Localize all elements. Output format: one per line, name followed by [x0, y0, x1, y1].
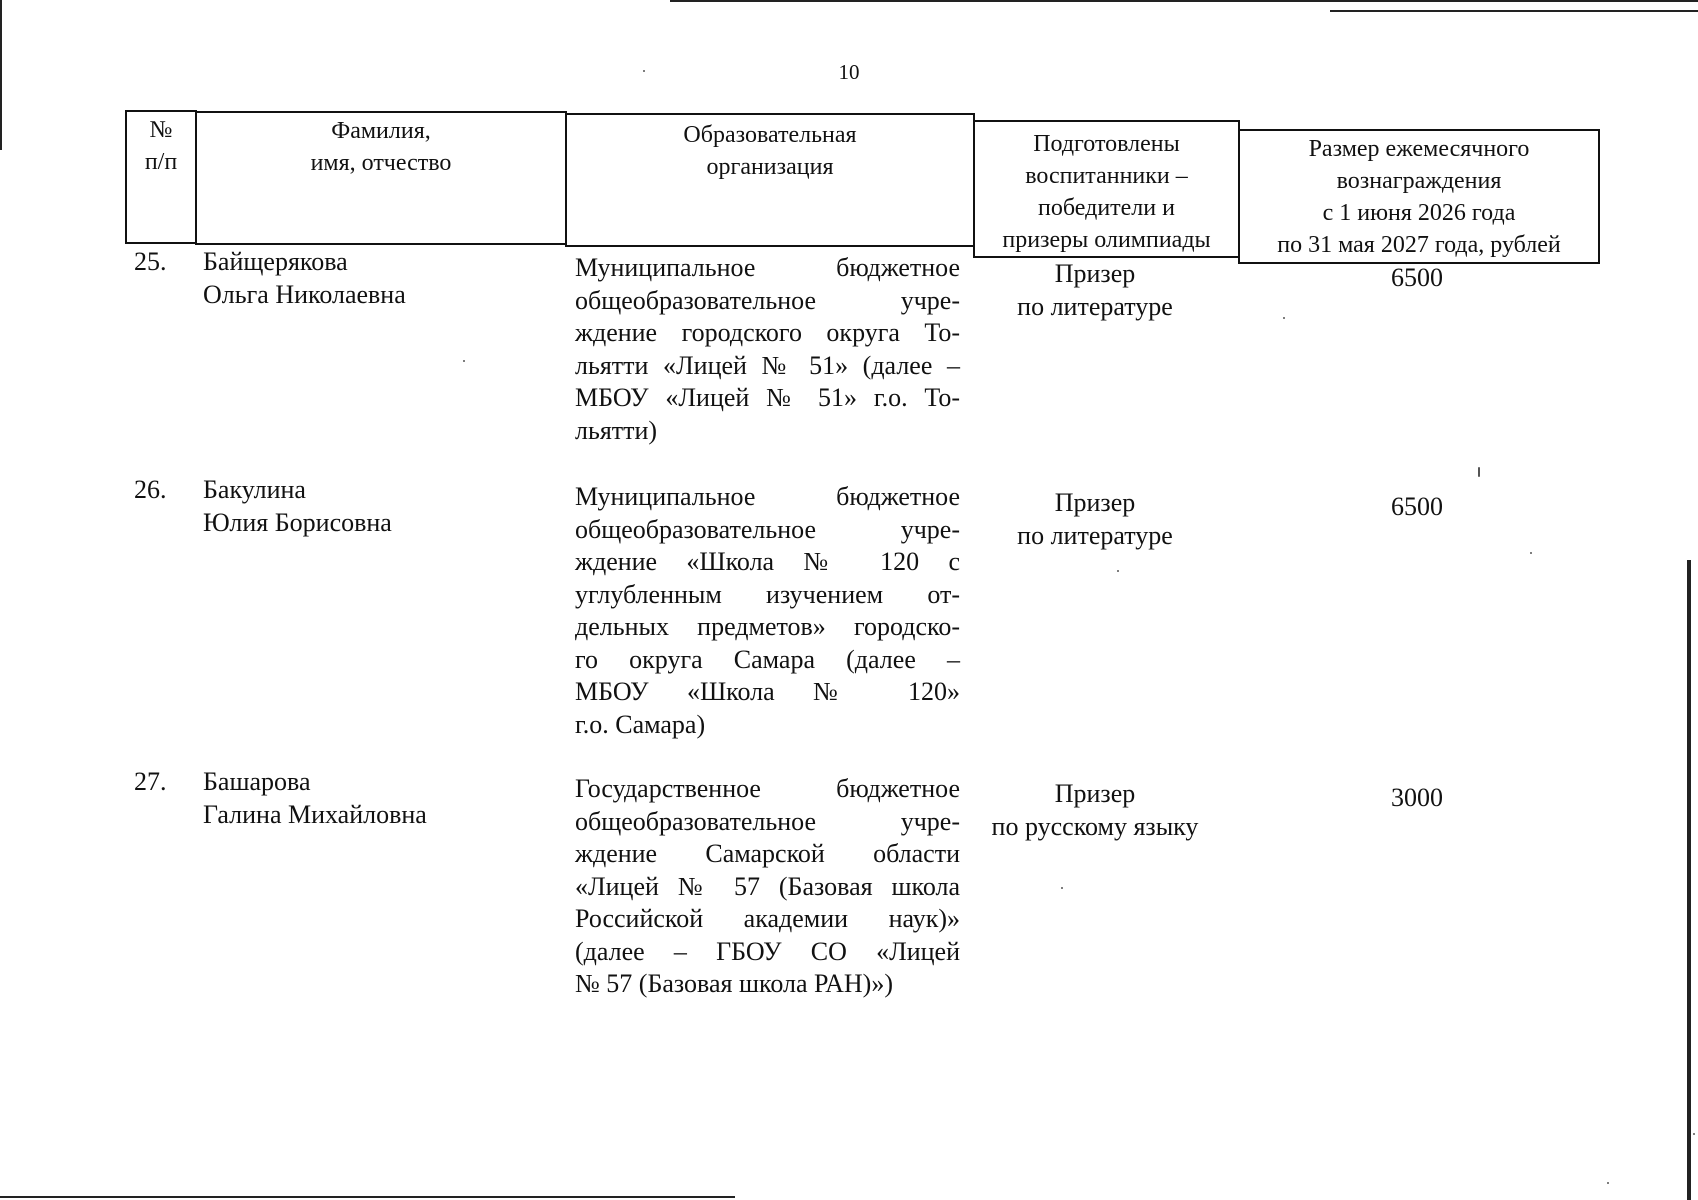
org-line: (далее – ГБОУ СО «Лицей	[575, 936, 960, 966]
org-line: ждение «Школа № 120 с	[575, 547, 960, 576]
given-names: Юлия Борисовна	[203, 507, 392, 537]
award	[975, 258, 1215, 323]
header-cell-award	[973, 120, 1240, 258]
org-line: Российской академии наук)»	[575, 904, 960, 933]
award-subject: по русскому языку	[991, 811, 1199, 841]
person-name	[203, 766, 563, 831]
monthly-amount: 6500	[1391, 492, 1443, 521]
organization	[575, 252, 960, 447]
award	[975, 778, 1215, 843]
header-award-line-4: призеры олимпиады	[1002, 227, 1211, 253]
scan-speck	[1530, 552, 1532, 554]
award	[975, 487, 1215, 552]
header-name-line-2: имя, отчество	[310, 150, 452, 176]
organization	[575, 773, 960, 1001]
org-line: льятти)	[575, 415, 658, 445]
header-cell-name	[195, 111, 567, 245]
scan-speck	[1607, 1182, 1609, 1184]
award-status: Призер	[1054, 488, 1136, 517]
person-name	[203, 474, 563, 539]
award-subject: по литературе	[1017, 520, 1173, 550]
header-num-line-2: п/п	[144, 149, 178, 175]
org-line: № 57 (Базовая школа РАН)»)	[575, 969, 893, 998]
award-subject: по литературе	[1017, 291, 1173, 321]
scan-edge-right	[1687, 560, 1691, 1200]
org-line: общеобразовательное учре-	[575, 514, 960, 544]
org-line: дельных предметов» городско-	[575, 612, 960, 641]
header-cell-num	[125, 110, 197, 244]
org-line: Муниципальное бюджетное	[575, 482, 960, 511]
org-line: Государственное бюджетное	[575, 774, 960, 803]
scan-speck	[1061, 887, 1063, 889]
header-org-line-1: Образовательная	[683, 122, 857, 148]
org-line: углубленным изучением от-	[575, 579, 960, 609]
person-name	[203, 246, 563, 311]
org-line: МБОУ «Школа № 120»	[575, 677, 960, 706]
header-name-line-1: Фамилия,	[331, 118, 431, 144]
header-cell-org	[565, 113, 975, 247]
org-line: ждение городского округа То-	[575, 318, 960, 347]
header-num-line-1: №	[149, 117, 173, 143]
given-names: Ольга Николаевна	[203, 279, 406, 309]
header-award-line-1: Подготовлены	[1033, 131, 1180, 157]
scan-edge-bottom	[0, 1196, 735, 1198]
given-names: Галина Михайловна	[203, 799, 427, 829]
scan-speck	[1117, 570, 1119, 572]
page-number: 10	[838, 60, 860, 84]
org-line: Муниципальное бюджетное	[575, 253, 960, 282]
organization	[575, 481, 960, 741]
header-cell-amount	[1238, 129, 1600, 264]
row-number: 27.	[134, 767, 167, 796]
surname: Бакулина	[203, 475, 306, 504]
scan-speck	[463, 360, 465, 362]
org-line: общеобразовательное учре-	[575, 806, 960, 836]
surname: Байщерякова	[203, 247, 348, 276]
org-line: г.о. Самара)	[575, 709, 706, 739]
org-line: МБОУ «Лицей № 51» г.о. То-	[575, 383, 960, 412]
header-amount-line-1: Размер ежемесячного	[1308, 136, 1530, 162]
org-line: льятти «Лицей № 51» (далее –	[575, 350, 960, 380]
row-number: 25.	[134, 247, 167, 276]
monthly-amount: 3000	[1391, 783, 1443, 812]
scan-edge-top	[670, 0, 1698, 2]
surname: Башарова	[203, 767, 311, 796]
header-award-line-2: воспитанники –	[1025, 163, 1188, 189]
row-number: 26.	[134, 475, 167, 504]
org-line: «Лицей № 57 (Базовая школа	[575, 871, 960, 901]
header-amount-line-2: вознаграждения	[1336, 168, 1502, 194]
header-amount-line-4: по 31 мая 2027 года, рублей	[1277, 232, 1561, 258]
org-line: общеобразовательное учре-	[575, 285, 960, 315]
header-award-line-3: победители и	[1038, 195, 1175, 221]
award-status: Призер	[1054, 779, 1136, 808]
header-org-line-2: организация	[706, 154, 834, 180]
monthly-amount: 6500	[1391, 263, 1443, 292]
scan-speck	[1283, 317, 1285, 319]
header-amount-line-3: с 1 июня 2026 года	[1322, 200, 1516, 226]
award-status: Призер	[1054, 259, 1136, 288]
org-line: ждение Самарской области	[575, 839, 960, 868]
scan-speck	[1478, 467, 1480, 477]
org-line: го округа Самара (далее –	[575, 644, 960, 674]
scan-speck	[1693, 1133, 1695, 1135]
scan-edge-top-right	[1330, 10, 1698, 12]
